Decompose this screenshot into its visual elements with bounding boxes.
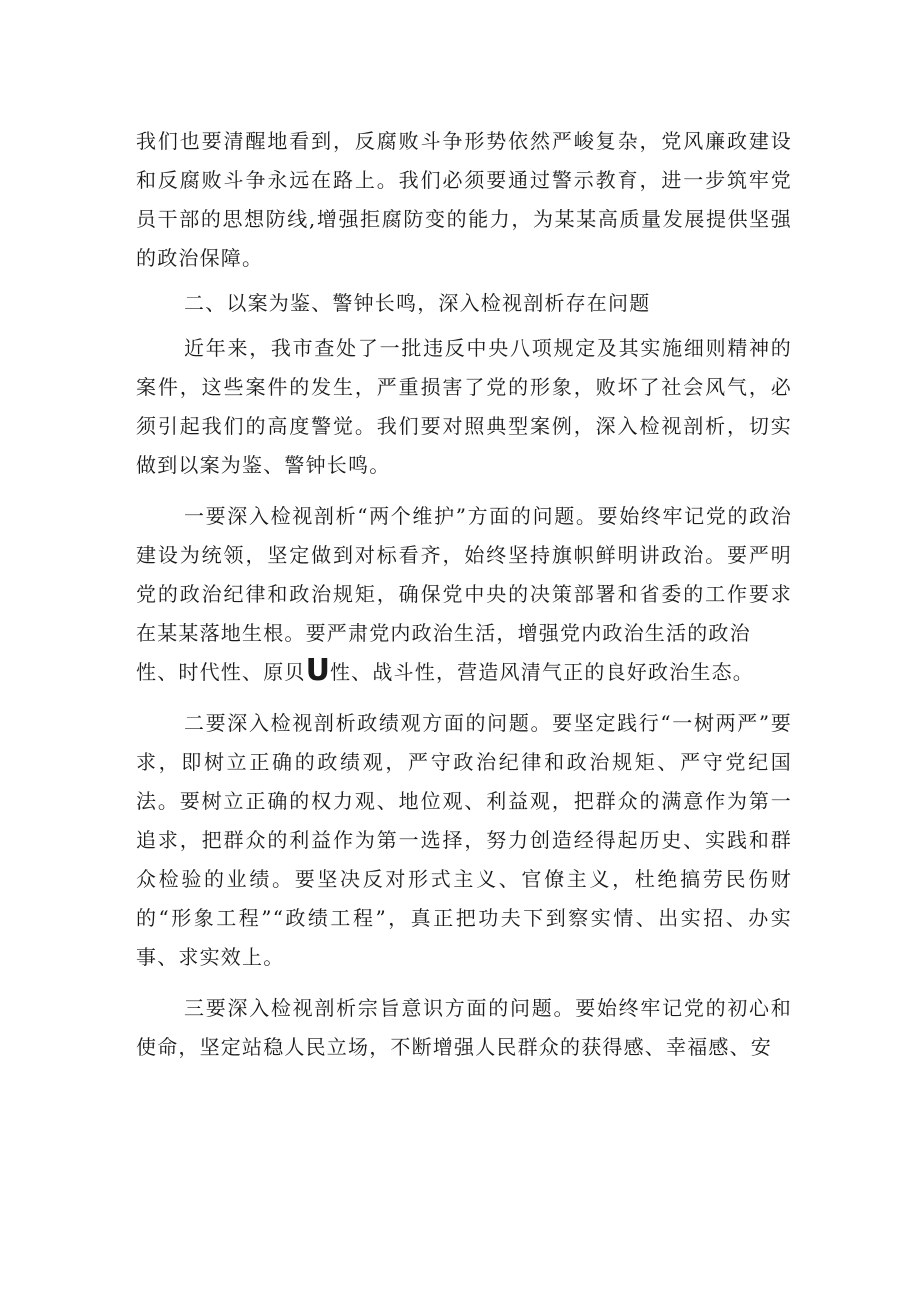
- paragraph-cases: 近年来，我市查处了一批违反中央八项规定及其实施细则精神的案件，这些案件的发生，严重损害了党的形象，败坏了社会风气，必须引起我们的高度警觉。我们要对照典型案例，深入检视剖析，切实做到以案为鉴、警钟长鸣。: [136, 336, 792, 477]
- paragraph-two-maintenances-body: 一要深入检视剖析“两个维护”方面的问题。要始终牢记党的政治建设为统领，坚定做到对标看齐，始终坚持旗帜鲜明讲政治。要严明党的政治纪律和政治规矩，确保党中央的决策部署和省委的工作要求在某某落地生根。要严肃党内政治生活，增强党内政治生活的政治: [136, 504, 792, 645]
- paragraph-two-maintenances: [136, 497, 792, 692]
- last-line-part-b: 性、战斗性，营造风清气正的良好政治生态。: [329, 660, 754, 684]
- paragraph-two-maintenances-last-line: [136, 653, 792, 692]
- section-heading: 二、以案为鉴、警钟长鸣，深入检视剖析存在问题: [184, 291, 651, 315]
- paragraph-intro: 我们也要清醒地看到，反腐败斗争形势依然严峻复杂，党风廉政建设和反腐败斗争永远在路上。我们必须要通过警示教育，进一步筑牢党员干部的思想防线,增强拒腐防变的能力，为某某高质量发展提供坚强的政治保障。: [136, 129, 792, 270]
- last-line-part-a: 性、时代性、原贝: [136, 660, 306, 684]
- paragraph-purpose-awareness: 三要深入检视剖析宗旨意识方面的问题。要始终牢记党的初心和使命，坚定站稳人民立场，不断增强人民群众的获得感、幸福感、安: [136, 996, 792, 1059]
- glitch-glyph: U: [305, 653, 330, 688]
- paragraph-performance-view: 二要深入检视剖析政绩观方面的问题。要坚定践行“一树两严”要求，即树立正确的政绩观，严守政治纪律和政治规矩、严守党纪国法。要树立正确的权力观、地位观、利益观，把群众的满意作为第一追求，把群众的利益作为第一选择，努力创造经得起历史、实践和群众检验的业绩。要坚决反对形式主义、官僚主义，杜绝搞劳民伤财的“形象工程”“政绩工程”，真正把功夫下到察实情、出实招、办实事、求实效上。: [136, 711, 792, 969]
- document-body: [136, 122, 792, 1067]
